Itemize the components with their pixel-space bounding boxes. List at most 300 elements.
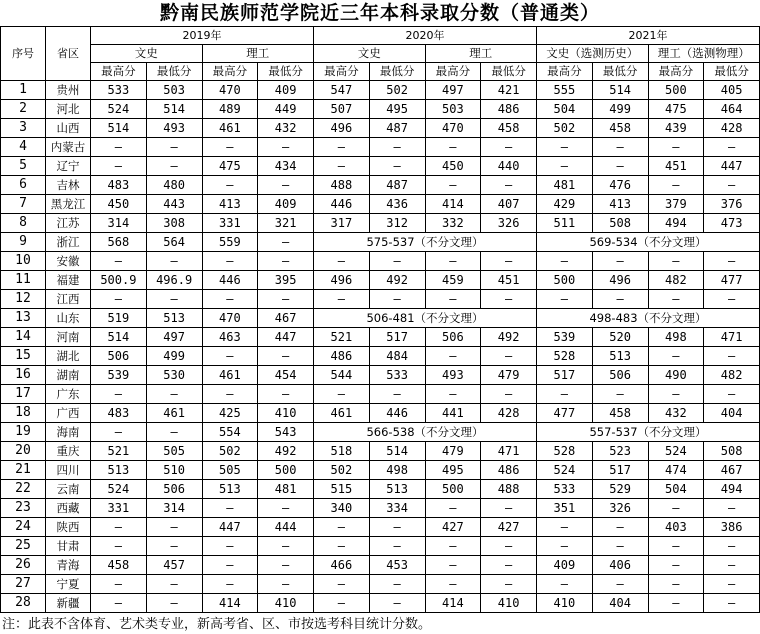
- table-row: [1, 575, 760, 594]
- score-cell: —: [704, 537, 760, 556]
- score-cell: 507: [314, 100, 370, 119]
- score-cell: 425: [202, 404, 258, 423]
- score-cell: 441: [425, 404, 481, 423]
- score-cell: 513: [592, 347, 648, 366]
- score-cell: —: [91, 385, 147, 404]
- score-cell: 517: [537, 366, 593, 385]
- row-number: 9: [1, 233, 46, 252]
- header-min-score: 最低分: [146, 63, 202, 81]
- score-cell: 457: [146, 556, 202, 575]
- table-row: [1, 347, 760, 366]
- row-number: 10: [1, 252, 46, 271]
- score-cell: 404: [704, 404, 760, 423]
- score-cell: —: [592, 518, 648, 537]
- score-cell: —: [648, 252, 704, 271]
- score-cell: —: [537, 518, 593, 537]
- score-cell: —: [648, 537, 704, 556]
- score-cell: —: [258, 385, 314, 404]
- score-cell: 410: [258, 594, 314, 613]
- score-cell: 494: [704, 480, 760, 499]
- score-cell: 409: [258, 81, 314, 100]
- score-cell: —: [91, 575, 147, 594]
- score-cell: —: [369, 594, 425, 613]
- score-cell: 504: [648, 480, 704, 499]
- table-row: [1, 100, 760, 119]
- province-name: 新疆: [46, 594, 91, 613]
- score-cell: 514: [369, 442, 425, 461]
- score-cell: —: [648, 176, 704, 195]
- score-cell: —: [648, 385, 704, 404]
- row-number: 19: [1, 423, 46, 442]
- score-cell: —: [481, 290, 537, 309]
- score-cell: 334: [369, 499, 425, 518]
- header-max-score: 最高分: [425, 63, 481, 81]
- score-cell: 386: [704, 518, 760, 537]
- score-cell: —: [592, 575, 648, 594]
- score-cell: —: [202, 556, 258, 575]
- score-cell: 479: [481, 366, 537, 385]
- score-cell: 486: [314, 347, 370, 366]
- score-cell: 461: [146, 404, 202, 423]
- score-cell: 428: [704, 119, 760, 138]
- score-cell: 487: [369, 176, 425, 195]
- score-cell: 321: [258, 214, 314, 233]
- score-cell: 403: [648, 518, 704, 537]
- score-cell: 506: [425, 328, 481, 347]
- province-name: 陕西: [46, 518, 91, 537]
- score-cell: —: [704, 385, 760, 404]
- score-cell: 486: [481, 100, 537, 119]
- province-name: 西藏: [46, 499, 91, 518]
- score-cell: —: [425, 176, 481, 195]
- score-cell: —: [648, 556, 704, 575]
- score-cell: 326: [481, 214, 537, 233]
- score-cell: —: [648, 499, 704, 518]
- score-cell: 490: [648, 366, 704, 385]
- score-cell: 488: [314, 176, 370, 195]
- score-cell: —: [592, 385, 648, 404]
- score-cell: —: [91, 290, 147, 309]
- row-number: 11: [1, 271, 46, 290]
- score-cell: 488: [481, 480, 537, 499]
- score-cell: —: [202, 176, 258, 195]
- score-cell: —: [481, 499, 537, 518]
- score-cell: 496: [314, 271, 370, 290]
- score-cell: 458: [592, 119, 648, 138]
- merged-score-2021: 498-483（不分文理）: [537, 309, 760, 328]
- score-cell: —: [704, 575, 760, 594]
- score-cell: —: [314, 385, 370, 404]
- score-cell: 517: [592, 461, 648, 480]
- table-row: [1, 366, 760, 385]
- province-name: 黑龙江: [46, 195, 91, 214]
- score-cell: —: [592, 157, 648, 176]
- header-group: 文史（选测历史）: [537, 45, 649, 63]
- score-cell: 528: [537, 442, 593, 461]
- score-cell: —: [592, 252, 648, 271]
- score-cell: 351: [537, 499, 593, 518]
- score-cell: 498: [648, 328, 704, 347]
- score-cell: 427: [425, 518, 481, 537]
- score-cell: 395: [258, 271, 314, 290]
- score-cell: 409: [258, 195, 314, 214]
- score-cell: —: [425, 537, 481, 556]
- score-cell: —: [537, 537, 593, 556]
- header-max-score: 最高分: [648, 63, 704, 81]
- score-cell: —: [369, 252, 425, 271]
- score-cell: —: [146, 385, 202, 404]
- score-cell: —: [481, 176, 537, 195]
- merged-score-2021: 569-534（不分文理）: [537, 233, 760, 252]
- header-group: 理工: [425, 45, 537, 63]
- province-name: 海南: [46, 423, 91, 442]
- score-cell: —: [91, 594, 147, 613]
- score-cell: —: [537, 290, 593, 309]
- row-number: 13: [1, 309, 46, 328]
- score-cell: 466: [314, 556, 370, 575]
- score-cell: 493: [146, 119, 202, 138]
- score-cell: —: [537, 252, 593, 271]
- score-cell: 473: [704, 214, 760, 233]
- score-cell: 450: [91, 195, 147, 214]
- table-row: [1, 423, 760, 442]
- header-min-score: 最低分: [704, 63, 760, 81]
- score-cell: 332: [425, 214, 481, 233]
- province-name: 贵州: [46, 81, 91, 100]
- score-cell: —: [202, 290, 258, 309]
- score-cell: 475: [202, 157, 258, 176]
- header-min-score: 最低分: [481, 63, 537, 81]
- score-cell: —: [314, 252, 370, 271]
- score-cell: 482: [704, 366, 760, 385]
- score-cell: 446: [369, 404, 425, 423]
- score-cell: —: [425, 347, 481, 366]
- page-title: 黔南民族师范学院近三年本科录取分数（普通类）: [159, 2, 600, 24]
- score-cell: 503: [146, 81, 202, 100]
- merged-score-2020: 566-538（不分文理）: [314, 423, 537, 442]
- score-cell: —: [481, 575, 537, 594]
- score-cell: 500: [425, 480, 481, 499]
- table-row: [1, 537, 760, 556]
- score-cell: —: [537, 157, 593, 176]
- score-cell: —: [704, 499, 760, 518]
- row-number: 26: [1, 556, 46, 575]
- score-cell: —: [537, 575, 593, 594]
- score-cell: —: [704, 290, 760, 309]
- score-cell: —: [648, 594, 704, 613]
- header-group: 理工: [202, 45, 314, 63]
- header-max-score: 最高分: [537, 63, 593, 81]
- province-name: 江西: [46, 290, 91, 309]
- score-cell: 446: [314, 195, 370, 214]
- row-number: 23: [1, 499, 46, 518]
- score-cell: 496.9: [146, 271, 202, 290]
- province-name: 山西: [46, 119, 91, 138]
- score-cell: 429: [537, 195, 593, 214]
- header-group: 文史: [314, 45, 426, 63]
- score-cell: 508: [592, 214, 648, 233]
- score-cell: 502: [369, 81, 425, 100]
- score-cell: 428: [481, 404, 537, 423]
- score-cell: 493: [425, 366, 481, 385]
- score-cell: 471: [704, 328, 760, 347]
- score-cell: —: [704, 347, 760, 366]
- score-cell: —: [481, 556, 537, 575]
- table-row: [1, 499, 760, 518]
- score-cell: —: [202, 499, 258, 518]
- table-row: [1, 385, 760, 404]
- score-cell: 376: [704, 195, 760, 214]
- score-cell: 443: [146, 195, 202, 214]
- table-row: [1, 442, 760, 461]
- score-cell: 444: [258, 518, 314, 537]
- table-row: [1, 328, 760, 347]
- score-cell: 528: [537, 347, 593, 366]
- footnote: 注：此表不含体育、艺术类专业，新高考省、区、市按选考科目统计分数。: [2, 617, 432, 632]
- table-row: [1, 81, 760, 100]
- score-cell: 494: [648, 214, 704, 233]
- score-cell: 483: [91, 404, 147, 423]
- province-name: 湖北: [46, 347, 91, 366]
- table-row: [1, 271, 760, 290]
- score-cell: 524: [648, 442, 704, 461]
- score-cell: 543: [258, 423, 314, 442]
- score-cell: 410: [481, 594, 537, 613]
- score-cell: 500: [648, 81, 704, 100]
- score-cell: 483: [91, 176, 147, 195]
- score-cell: 518: [314, 442, 370, 461]
- table-row: [1, 594, 760, 613]
- score-cell: 508: [704, 442, 760, 461]
- header-min-score: 最低分: [369, 63, 425, 81]
- score-cell: —: [314, 575, 370, 594]
- score-cell: 427: [481, 518, 537, 537]
- score-cell: —: [481, 138, 537, 157]
- score-cell: 521: [314, 328, 370, 347]
- row-number: 12: [1, 290, 46, 309]
- score-cell: —: [146, 575, 202, 594]
- score-cell: 496: [592, 271, 648, 290]
- score-cell: 413: [592, 195, 648, 214]
- header-group: 文史: [91, 45, 203, 63]
- province-name: 重庆: [46, 442, 91, 461]
- header-max-score: 最高分: [91, 63, 147, 81]
- row-number: 14: [1, 328, 46, 347]
- row-number: 6: [1, 176, 46, 195]
- score-cell: 499: [592, 100, 648, 119]
- header-year-2019: 2019年: [91, 27, 314, 45]
- score-cell: —: [314, 594, 370, 613]
- header-seq: 序号: [1, 27, 46, 81]
- score-cell: 544: [314, 366, 370, 385]
- score-cell: 554: [202, 423, 258, 442]
- header-max-score: 最高分: [314, 63, 370, 81]
- province-name: 江苏: [46, 214, 91, 233]
- score-cell: —: [537, 138, 593, 157]
- score-cell: 458: [91, 556, 147, 575]
- score-cell: 520: [592, 328, 648, 347]
- score-cell: 414: [425, 195, 481, 214]
- score-cell: 500: [537, 271, 593, 290]
- score-cell: 405: [704, 81, 760, 100]
- score-cell: —: [425, 575, 481, 594]
- score-cell: 317: [314, 214, 370, 233]
- score-cell: 505: [146, 442, 202, 461]
- header-year-2020: 2020年: [314, 27, 537, 45]
- table-row: [1, 176, 760, 195]
- score-cell: 470: [202, 81, 258, 100]
- score-cell: —: [202, 575, 258, 594]
- row-number: 22: [1, 480, 46, 499]
- score-cell: 499: [146, 347, 202, 366]
- score-cell: 413: [202, 195, 258, 214]
- score-cell: 464: [704, 100, 760, 119]
- score-cell: 496: [314, 119, 370, 138]
- score-cell: —: [314, 518, 370, 537]
- score-cell: 467: [704, 461, 760, 480]
- score-cell: —: [425, 290, 481, 309]
- row-number: 27: [1, 575, 46, 594]
- table-row: [1, 404, 760, 423]
- score-cell: —: [146, 423, 202, 442]
- score-cell: —: [592, 290, 648, 309]
- province-name: 广西: [46, 404, 91, 423]
- score-cell: 539: [537, 328, 593, 347]
- score-cell: 502: [202, 442, 258, 461]
- province-name: 吉林: [46, 176, 91, 195]
- score-cell: 511: [537, 214, 593, 233]
- score-cell: —: [537, 385, 593, 404]
- score-cell: 451: [481, 271, 537, 290]
- score-cell: 568: [91, 233, 147, 252]
- score-cell: —: [258, 138, 314, 157]
- score-cell: —: [425, 556, 481, 575]
- score-cell: 340: [314, 499, 370, 518]
- score-cell: 432: [648, 404, 704, 423]
- score-cell: 492: [481, 328, 537, 347]
- score-cell: 447: [202, 518, 258, 537]
- table-row: [1, 157, 760, 176]
- score-cell: —: [202, 385, 258, 404]
- score-cell: 451: [648, 157, 704, 176]
- score-cell: 539: [91, 366, 147, 385]
- score-cell: 503: [425, 100, 481, 119]
- score-cell: 432: [258, 119, 314, 138]
- score-cell: 524: [91, 480, 147, 499]
- score-cell: 404: [592, 594, 648, 613]
- row-number: 24: [1, 518, 46, 537]
- header-province: 省区: [46, 27, 91, 81]
- score-cell: 497: [146, 328, 202, 347]
- header-row-years: [1, 27, 760, 45]
- score-cell: 514: [91, 328, 147, 347]
- score-cell: 459: [425, 271, 481, 290]
- score-cell: —: [481, 385, 537, 404]
- score-cell: 513: [91, 461, 147, 480]
- merged-score-2020: 506-481（不分文理）: [314, 309, 537, 328]
- score-cell: —: [369, 537, 425, 556]
- score-cell: 480: [146, 176, 202, 195]
- table-row: [1, 480, 760, 499]
- score-cell: —: [704, 556, 760, 575]
- score-cell: —: [369, 290, 425, 309]
- score-cell: 414: [202, 594, 258, 613]
- table-body: [1, 81, 760, 613]
- header-min-score: 最低分: [258, 63, 314, 81]
- table-row: [1, 138, 760, 157]
- score-cell: —: [91, 138, 147, 157]
- score-cell: 477: [704, 271, 760, 290]
- score-cell: 326: [592, 499, 648, 518]
- row-number: 18: [1, 404, 46, 423]
- score-cell: 519: [91, 309, 147, 328]
- score-cell: —: [91, 537, 147, 556]
- row-number: 7: [1, 195, 46, 214]
- score-cell: 454: [258, 366, 314, 385]
- score-cell: 502: [314, 461, 370, 480]
- score-cell: —: [425, 499, 481, 518]
- province-name: 湖南: [46, 366, 91, 385]
- score-cell: —: [314, 537, 370, 556]
- score-cell: —: [202, 347, 258, 366]
- score-cell: 461: [202, 366, 258, 385]
- score-cell: —: [425, 385, 481, 404]
- score-cell: —: [704, 138, 760, 157]
- score-cell: —: [258, 575, 314, 594]
- score-cell: 447: [258, 328, 314, 347]
- score-cell: 410: [537, 594, 593, 613]
- score-cell: 471: [481, 442, 537, 461]
- row-number: 3: [1, 119, 46, 138]
- table-row: [1, 214, 760, 233]
- score-cell: 479: [425, 442, 481, 461]
- header-min-score: 最低分: [592, 63, 648, 81]
- score-cell: 474: [648, 461, 704, 480]
- score-cell: —: [146, 537, 202, 556]
- score-cell: 421: [481, 81, 537, 100]
- table-row: [1, 556, 760, 575]
- score-cell: 533: [537, 480, 593, 499]
- score-cell: 530: [146, 366, 202, 385]
- score-cell: —: [314, 138, 370, 157]
- score-cell: 505: [202, 461, 258, 480]
- score-cell: —: [202, 138, 258, 157]
- score-cell: —: [314, 290, 370, 309]
- score-table: [0, 26, 760, 613]
- row-number: 2: [1, 100, 46, 119]
- score-cell: 314: [91, 214, 147, 233]
- score-cell: 414: [425, 594, 481, 613]
- score-cell: —: [258, 252, 314, 271]
- score-cell: 436: [369, 195, 425, 214]
- score-cell: 477: [537, 404, 593, 423]
- score-cell: —: [258, 556, 314, 575]
- score-cell: 517: [369, 328, 425, 347]
- score-cell: —: [481, 537, 537, 556]
- score-cell: 547: [314, 81, 370, 100]
- province-name: 安徽: [46, 252, 91, 271]
- score-cell: —: [258, 499, 314, 518]
- score-cell: —: [369, 385, 425, 404]
- score-cell: —: [369, 138, 425, 157]
- score-cell: 514: [91, 119, 147, 138]
- score-cell: —: [369, 575, 425, 594]
- score-cell: —: [146, 594, 202, 613]
- score-cell: 559: [202, 233, 258, 252]
- header-max-score: 最高分: [202, 63, 258, 81]
- score-cell: —: [704, 176, 760, 195]
- score-cell: 463: [202, 328, 258, 347]
